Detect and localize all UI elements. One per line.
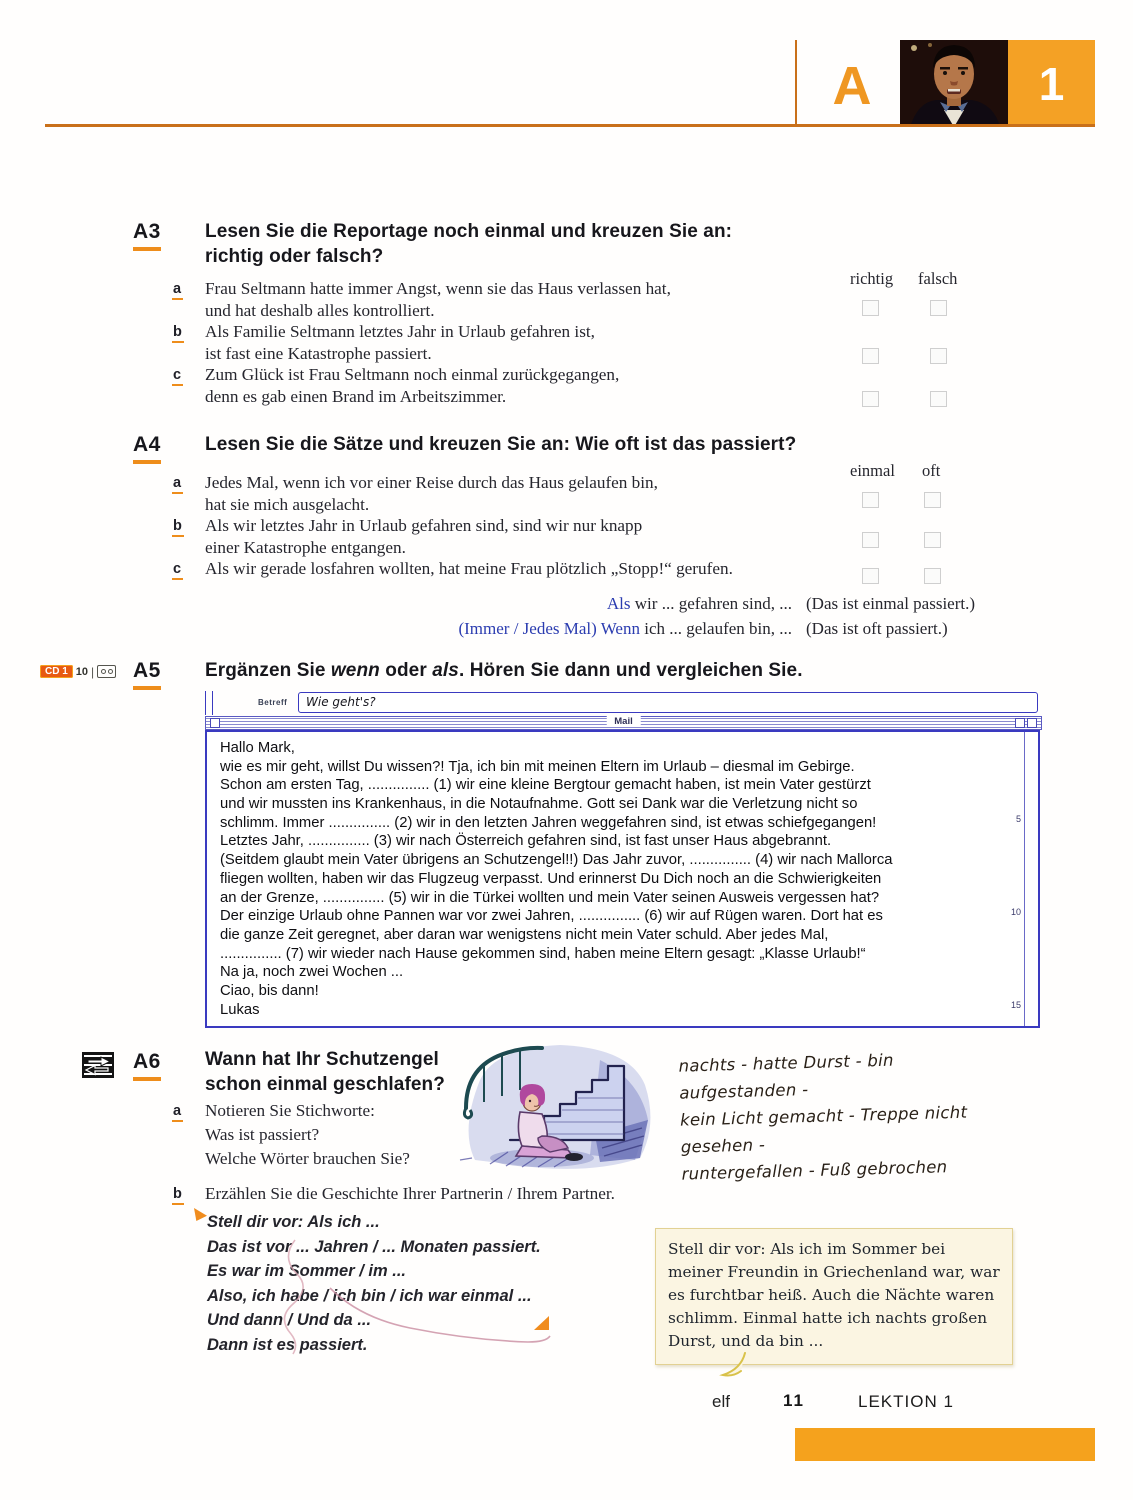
a3-title-line1: Lesen Sie die Reportage noch einmal und kreuzen Sie an: <box>205 221 733 242</box>
email-line: ............... (7) wir wieder nach Hause gekommen sind, haben meine Eltern gesagt: „Klasse Urlaub!“ <box>220 945 866 962</box>
a3-checkbox-b-richtig[interactable] <box>862 348 879 364</box>
email-line: Ciao, bis dann! <box>220 982 319 999</box>
phrase-line: Das ist vor ... Jahren / ... Monaten passiert. <box>207 1237 541 1256</box>
grammar-row2-rest: ich ... gelaufen bin, ... <box>639 619 792 638</box>
phrase-line: Stell dir vor: Als ich ... <box>207 1213 380 1231</box>
email-line: Der einzige Urlaub ohne Pannen war vor zwei Jahren, ............... (6) wir auf Rügen waren. Dort hat es <box>220 908 883 925</box>
grammar-row1-rest: wir ... gefahren sind, ... <box>630 594 792 613</box>
grammar-als: Als <box>606 594 631 613</box>
email-line: fliegen wollten, haben wir das Flugzeug verpasst. Und erinnerst Du Dich noch an die Schwierigkeiten <box>220 870 882 887</box>
header-divider-vertical <box>795 40 797 126</box>
lesson-number: 1 <box>1038 57 1065 110</box>
speech-bubble-tail <box>715 1352 755 1388</box>
email-window-title: Mail <box>606 716 640 727</box>
email-body <box>205 730 1040 1028</box>
grammar-row1-left <box>300 594 792 614</box>
cd-badge-text: CD 1 <box>45 666 68 677</box>
a4-label: A4 <box>133 433 161 456</box>
a3-label: A3 <box>133 220 161 243</box>
phrase-line: Dann ist es passiert. <box>207 1335 368 1354</box>
a6-item-a-letter: a <box>172 1103 183 1122</box>
a4-col-oft: oft <box>922 461 941 480</box>
handwritten-notes <box>678 1043 1012 1187</box>
a4-checkbox-a-oft[interactable] <box>924 492 941 508</box>
header-photo <box>900 40 1008 127</box>
a5-title-part1: Ergänzen Sie <box>205 660 331 681</box>
a3-checkbox-c-richtig[interactable] <box>862 391 879 407</box>
a5-title-part3: oder <box>379 660 433 681</box>
grammar-wenn: (Immer / Jedes Mal) Wenn <box>458 619 640 638</box>
a3-item-b-letter: b <box>172 324 184 343</box>
header-lesson-box <box>1008 40 1095 127</box>
email-line-number-5: 5 <box>1015 814 1021 824</box>
email-betreff-value: Wie geht's? <box>306 695 376 709</box>
email-line: Lukas <box>220 1001 260 1018</box>
email-line: die ganze Zeit geregnet, aber daran war wenigstens nicht mein Vater schuld. Aber jedes Mal, <box>220 926 829 943</box>
a5-label: A5 <box>133 659 161 682</box>
email-line: Hallo Mark, <box>220 740 295 756</box>
footer-orange-bar <box>795 1428 1095 1461</box>
footer-page-word: elf <box>712 1392 730 1411</box>
window-close-icon[interactable] <box>210 718 220 728</box>
email-line: Na ja, noch zwei Wochen ... <box>220 964 404 981</box>
header-section-letter <box>822 46 882 126</box>
a3-col-richtig: richtig <box>850 269 894 288</box>
email-frame-left-bars <box>205 691 213 715</box>
a3-item-c-line1: Zum Glück ist Frau Seltmann noch einmal zurückgegangen, <box>205 365 620 384</box>
a3-checkbox-a-falsch[interactable] <box>930 300 947 316</box>
a6-item-b-letter: b <box>172 1186 184 1205</box>
grammar-row1-note: (Das ist einmal passiert.) <box>806 594 976 613</box>
a5-title-part5: . Hören Sie dann und vergleichen Sie. <box>458 660 803 681</box>
a4-title: Lesen Sie die Sätze und kreuzen Sie an: Wie oft ist das passiert? <box>205 434 797 455</box>
email-betreff-label: Betreff <box>258 698 288 707</box>
a4-item-c-letter: c <box>172 561 183 580</box>
a3-checkbox-a-richtig[interactable] <box>862 300 879 316</box>
photo-man-face <box>900 40 1008 127</box>
footer-page-number: 11 <box>783 1391 805 1410</box>
pair-work-icon <box>82 1052 114 1083</box>
a3-col-falsch: falsch <box>918 269 958 288</box>
a4-item-a-letter: a <box>172 475 183 494</box>
section-letter-text: A <box>832 56 872 116</box>
grammar-row2-note: (Das ist oft passiert.) <box>806 619 948 638</box>
email-line-number-10: 10 <box>1010 907 1021 917</box>
email-line: (Seitdem glaubt mein Vater übrigens an Schutzengel!!) Das Jahr zuvor, ............... (4) wir nach Mallorca <box>220 852 893 869</box>
a6-label-underline <box>133 1077 161 1081</box>
phrase-flag-icon <box>194 1208 207 1221</box>
cd-badge <box>40 665 73 678</box>
email-line: Letztes Jahr, ............... (3) wir nach Österreich gefahren sind, ist fast unser Haus abgebrannt. <box>220 833 832 850</box>
a3-item-b-line1: Als Familie Seltmann letztes Jahr in Urlaub gefahren ist, <box>205 322 595 341</box>
a3-item-c-letter: c <box>172 367 183 386</box>
cassette-icon <box>97 665 116 678</box>
a4-item-a-line2: hat sie mich ausgelacht. <box>205 495 370 514</box>
a3-item-a-line1: Frau Seltmann hatte immer Angst, wenn sie das Haus verlassen hat, <box>205 279 671 298</box>
a4-item-b-line1: Als wir letztes Jahr in Urlaub gefahren sind, sind wir nur knapp <box>205 516 643 535</box>
a5-title-als: als <box>432 660 459 681</box>
handwriting-line: nachts - hatte Durst - bin aufgestanden - <box>678 1050 895 1103</box>
a3-checkbox-c-falsch[interactable] <box>930 391 947 407</box>
a6-title-line2: schon einmal geschlafen? <box>205 1074 445 1095</box>
handwriting-line: runtergefallen - Fuß gebrochen <box>681 1157 948 1184</box>
a3-checkbox-b-falsch[interactable] <box>930 348 947 364</box>
window-zoom-icon[interactable] <box>1027 718 1037 728</box>
phrase-line: Es war im Sommer / im ... <box>207 1262 406 1281</box>
email-line: an der Grenze, ............... (5) wir in die Türkei wollten und mein Vater seinen Ausweis vergessen hat? <box>220 889 880 906</box>
a6-a-line1: Notieren Sie Stichworte: <box>205 1101 375 1120</box>
a4-label-underline <box>133 460 161 464</box>
a6-a-line3: Welche Wörter brauchen Sie? <box>205 1149 410 1168</box>
a4-checkbox-b-oft[interactable] <box>924 532 941 548</box>
a4-col-einmal: einmal <box>850 461 895 480</box>
email-titlebar <box>205 716 1042 730</box>
email-line: wie es mir geht, willst Du wissen?! Tja, ich bin mit meinen Eltern im Urlaub – diesmal im Gebirge. <box>220 758 855 775</box>
stairs-illustration <box>450 1040 660 1177</box>
a3-item-c-line2: denn es gab einen Brand im Arbeitszimmer. <box>205 387 507 406</box>
cd-separator: | <box>91 664 95 679</box>
a5-title <box>205 660 803 682</box>
cd-track-number: 10 <box>75 665 89 678</box>
a3-item-b-line2: ist fast eine Katastrophe passiert. <box>205 344 432 363</box>
a3-title-line2: richtig oder falsch? <box>205 246 384 267</box>
a6-label: A6 <box>133 1050 161 1073</box>
a4-item-b-letter: b <box>172 518 184 537</box>
a3-item-a-letter: a <box>172 281 183 300</box>
a5-title-wenn: wenn <box>330 660 380 681</box>
speech-bubble <box>655 1228 1013 1365</box>
footer-lektion: LEKTION 1 <box>858 1392 954 1411</box>
a5-label-underline <box>133 686 161 690</box>
a4-checkbox-c-oft[interactable] <box>924 568 941 584</box>
email-betreff-field[interactable] <box>298 692 1038 713</box>
a6-b-text: Erzählen Sie die Geschichte Ihrer Partnerin / Ihrem Partner. <box>205 1184 615 1203</box>
phrase-line: Und dann / Und da ... <box>207 1311 372 1330</box>
a6-a-line2: Was ist passiert? <box>205 1125 320 1144</box>
email-line: schlimm. Immer ............... (2) wir in den letzten Jahren weggefahren sind, ist etwas schiefgegangen! <box>220 814 877 831</box>
email-scroll-rail[interactable] <box>1024 732 1038 1026</box>
a4-checkbox-a-einmal[interactable] <box>862 492 879 508</box>
a4-checkbox-c-einmal[interactable] <box>862 568 879 584</box>
email-line-number-15: 15 <box>1010 1000 1021 1010</box>
a4-item-c-line1: Als wir gerade losfahren wollten, hat meine Frau plötzlich „Stopp!“ gerufen. <box>205 559 733 578</box>
a4-item-a-line1: Jedes Mal, wenn ich vor einer Reise durch das Haus gelaufen bin, <box>205 473 658 492</box>
speech-bubble-text: Stell dir vor: Als ich im Sommer bei meiner Freundin in Griechenland war, war es furchtbar heiß. Auch die Nächte waren schlimm. Einmal hatte ich nachts großen Durst, und da bin ... <box>668 1240 1000 1350</box>
a3-item-a-line2: und hat deshalb alles kontrolliert. <box>205 301 435 320</box>
grammar-row2-left <box>300 619 792 639</box>
a3-label-underline <box>133 247 161 251</box>
handwriting-line: kein Licht gemacht - Treppe nicht gesehen - <box>679 1102 968 1157</box>
a6-title-line1: Wann hat Ihr Schutzengel <box>205 1049 439 1070</box>
phrase-line: Also, ich habe / ich bin / ich war einmal ... <box>207 1286 532 1305</box>
header-rule <box>45 124 1095 127</box>
pink-squiggle-decoration <box>200 1230 600 1360</box>
email-line: Schon am ersten Tag, ............... (1) wir eine kleine Bergtour gemacht haben, ist mein Vater gestürzt <box>220 777 871 794</box>
a4-item-b-line2: einer Katastrophe entgangen. <box>205 538 406 557</box>
cd-icon <box>40 663 116 680</box>
window-widget-icon[interactable] <box>1015 718 1025 728</box>
email-line: und wir mussten ins Krankenhaus, in die Notaufnahme. Gott sei Dank war die Verletzung nicht so <box>220 796 858 813</box>
a4-checkbox-b-einmal[interactable] <box>862 532 879 548</box>
